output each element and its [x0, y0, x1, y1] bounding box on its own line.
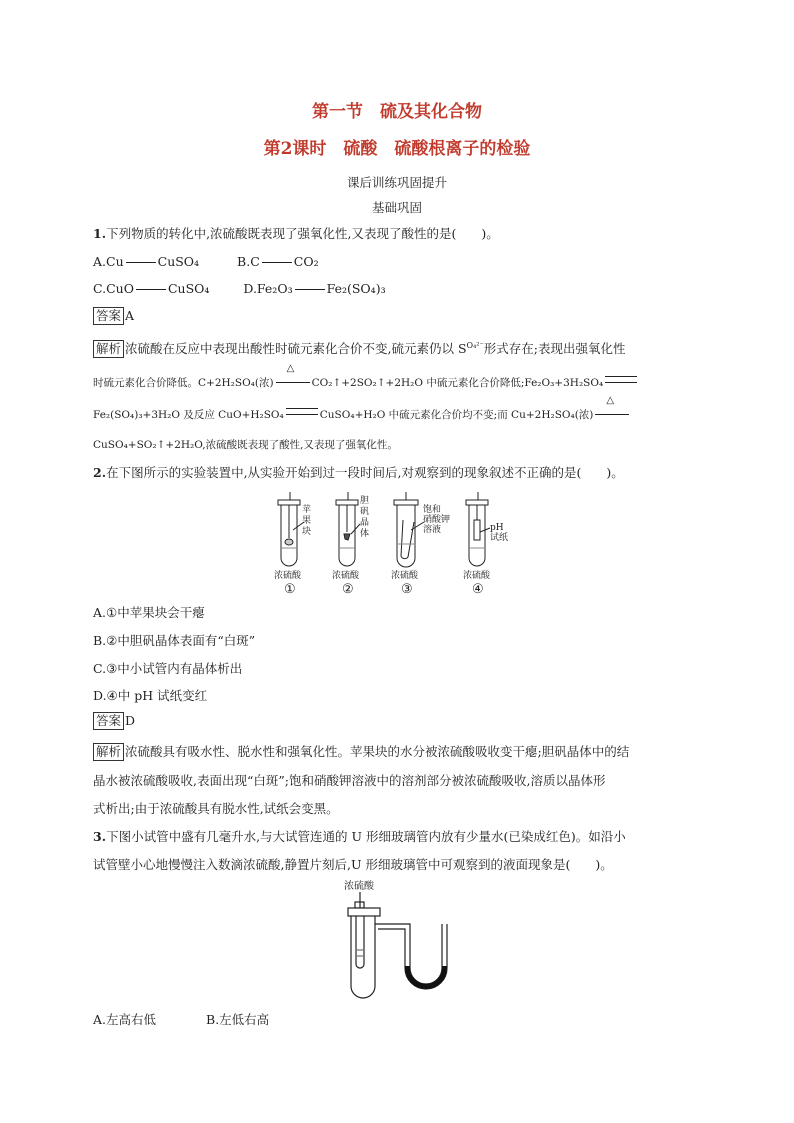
label-blue-vitriol: 胆矾晶体	[360, 496, 370, 539]
q1-analysis-text: CuSO₄+H₂O 中硫元素化合价均不变;而 Cu+2H₂SO₄(浓)	[319, 409, 594, 421]
q3-number: 3.	[93, 829, 107, 844]
heat-arrow-icon	[276, 363, 310, 383]
equals-sign-icon	[286, 408, 318, 415]
sulfate-ion: O₄²⁻	[466, 340, 484, 350]
q1-analysis-text: 浓硫酸在反应中表现出酸性时硫元素化合价不变,硫元素仍以 S	[125, 341, 467, 356]
q3-stem-line2: 试管壁小心地慢慢注入数滴浓硫酸,静置片刻后,U 形细玻璃管中可观察到的液面现象是( )。	[93, 857, 613, 872]
tube-number: ③	[401, 582, 413, 596]
arrow-icon	[126, 254, 156, 263]
q1-stem-text: 下列物质的转化中,浓硫酸既表现了强氧化性,又表现了酸性的是( )。	[106, 226, 499, 241]
q3-stem-line1	[93, 827, 626, 845]
q2-optB: B.②中胆矾晶体表面有“白斑”	[93, 633, 256, 648]
heat-symbol: △	[606, 395, 615, 406]
q1-optD-right: Fe₂(SO₄)₃	[326, 281, 386, 296]
arrow-icon	[295, 281, 325, 290]
q2-optA: A.①中苹果块会干瘪	[93, 605, 205, 620]
q1-answer	[93, 307, 134, 325]
tube-number: ④	[472, 582, 484, 596]
acid-label: 浓硫酸	[463, 571, 491, 581]
acid-label: 浓硫酸	[391, 571, 419, 581]
q2-analysis-line3: 式析出;由于浓硫酸具有脱水性,试纸会变黑。	[93, 801, 339, 816]
label-ph-paper: pH 试纸	[490, 523, 509, 543]
q1-optD-left: D.Fe₂O₃	[243, 281, 293, 296]
q3-figure-u-tube	[338, 878, 468, 1000]
q1-analysis-text: 形式存在;表现出强氧化性	[483, 341, 626, 356]
q2-analysis-line1	[93, 742, 629, 761]
q2-number: 2.	[93, 465, 107, 480]
acid-label: 浓硫酸	[332, 571, 360, 581]
q1-options-cd	[93, 281, 386, 296]
label-kno3: 饱和硝酸钾溶液	[423, 505, 451, 535]
lesson-title: 第2课时 硫酸 硫酸根离子的检验	[263, 139, 531, 159]
q1-analysis-line3	[93, 395, 631, 422]
q1-analysis-text: 时硫元素化合价降低。C+2H₂SO₄(浓)	[93, 377, 274, 389]
q1-analysis-line1	[93, 339, 625, 358]
q1-optC-right: CuSO₄	[167, 281, 210, 296]
answer-tag: 答案	[93, 307, 124, 325]
heat-arrow-icon	[595, 395, 629, 415]
q1-answer-value: A	[125, 308, 135, 323]
q3-optA: A.左高右低	[93, 1012, 157, 1027]
tube-number: ①	[284, 582, 296, 596]
q1-analysis-line4: CuSO₄+SO₂↑+2H₂O,浓硫酸既表现了酸性,又表现了强氧化性。	[93, 439, 398, 451]
q1-optC-left: C.CuO	[93, 281, 134, 296]
q2-stem	[93, 463, 624, 481]
q2-stem-text: 在下图所示的实验装置中,从实验开始到过一段时间后,对观察到的现象叙述不正确的是( )。	[106, 465, 624, 480]
q2-answer-value: D	[125, 713, 136, 728]
acid-label: 浓硫酸	[274, 571, 302, 581]
q1-options-ab	[93, 254, 319, 269]
tube-number: ②	[342, 582, 354, 596]
q1-optA-left: A.Cu	[93, 254, 124, 269]
q1-optB-right: CO₂	[293, 254, 319, 269]
q1-analysis-text: CO₂↑+2SO₂↑+2H₂O 中硫元素化合价降低;Fe₂O₃+3H₂SO₄	[311, 377, 604, 389]
q1-analysis-text: Fe₂(SO₄)₃+3H₂O 及反应 CuO+H₂SO₄	[93, 409, 284, 421]
equals-sign-icon	[605, 376, 637, 383]
section-title: 第一节 硫及其化合物	[312, 102, 482, 122]
q1-stem	[93, 224, 499, 242]
arrow-icon	[136, 281, 166, 290]
label-apple: 苹果块	[302, 505, 312, 537]
q3-optB: B.左低右高	[206, 1012, 270, 1027]
q2-analysis-line2: 晶水被浓硫酸吸收,表面出现“白斑”;饱和硝酸钾溶液中的溶剂部分被浓硫酸吸收,溶质以晶体形	[93, 773, 606, 788]
q1-optA-right: CuSO₄	[157, 254, 200, 269]
q1-analysis-line2	[93, 363, 639, 390]
q1-number: 1.	[93, 226, 107, 241]
q3-stem-text: 下图小试管中盛有几毫升水,与大试管连通的 U 形细玻璃管内放有少量水(已染成红色)。如沿小	[106, 829, 626, 844]
analysis-tag: 解析	[93, 743, 124, 761]
basic-heading: 基础巩固	[371, 200, 422, 215]
q2-optC: C.③中小试管内有晶体析出	[93, 661, 243, 676]
arrow-icon	[262, 254, 292, 263]
analysis-tag: 解析	[93, 340, 124, 358]
q2-answer	[93, 712, 135, 730]
q3-options	[93, 1010, 269, 1028]
q2-figure-test-tubes	[268, 490, 528, 596]
answer-tag: 答案	[93, 712, 124, 730]
q1-optB-left: B.C	[237, 254, 260, 269]
q3-acid-label: 浓硫酸	[344, 881, 374, 892]
practice-heading: 课后训练巩固提升	[346, 175, 447, 190]
heat-symbol: △	[286, 363, 295, 374]
q2-optD: D.④中 pH 试纸变红	[93, 688, 208, 703]
q2-analysis-text: 浓硫酸具有吸水性、脱水性和强氧化性。苹果块的水分被浓硫酸吸收变干瘪;胆矾晶体中的结	[125, 744, 630, 759]
